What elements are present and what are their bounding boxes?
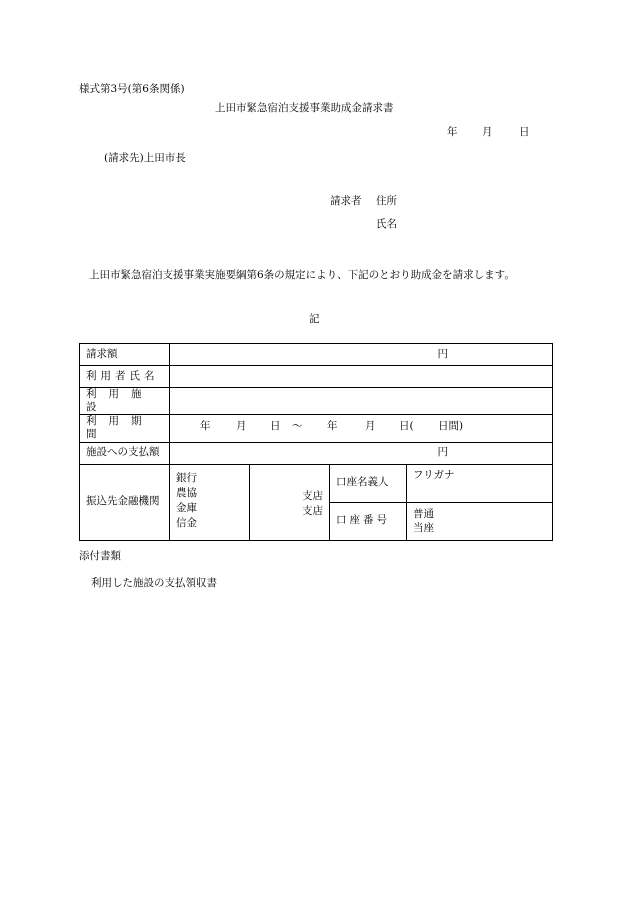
account-holder-field[interactable] [407,464,553,502]
addressee: (請求先)上田市長 [104,152,186,164]
form-number: 様式第3号(第6条関係) [79,83,185,95]
institution-type-kinko: 金庫 [176,501,197,514]
user-name-row [80,366,553,388]
claim-amount-field[interactable] [170,344,553,366]
bank-label-cell [80,464,170,540]
account-holder-label: 口座名義人 [336,476,389,489]
document-title: 上田市緊急宿泊支援事業助成金請求書 [215,102,394,114]
payment-field[interactable] [170,442,553,464]
bank-label: 振込先金融機関 [86,495,160,508]
claim-amount-label: 請求額 [86,347,118,360]
body-text: 上田市緊急宿泊支援事業実施要綱第6条の規定により、下記のとおり助成金を請求します。 [89,269,515,281]
facility-field[interactable] [170,388,553,415]
period-from-month: 月 [236,420,247,433]
claim-form-table [79,343,553,541]
facility-label: 利用施設 [86,388,154,414]
bank-row-1 [80,464,553,502]
period-to-year: 年 [327,420,338,433]
facility-row [80,388,553,415]
user-name-label-cell [80,366,170,388]
date-month-label: 月 [482,126,493,138]
period-from-day: 日 [270,420,281,433]
account-number-label-cell [330,502,407,540]
period-label-cell [80,415,170,442]
period-field[interactable] [170,415,553,442]
attachments-item: 利用した施設の支払領収書 [91,577,217,589]
claimant-label: 請求者 [330,195,362,207]
claim-amount-unit: 円 [437,347,448,360]
account-type-futsu: 普通 [413,507,434,520]
institution-type-ginko: 銀行 [176,471,197,484]
ki-heading: 記 [309,313,320,325]
payment-label-cell [80,442,170,464]
account-type-toza: 当座 [413,522,434,534]
payment-row [80,442,553,464]
branch-label-2: 支店 [302,504,323,517]
period-to-day: 日( [399,420,414,433]
claim-amount-row [80,344,553,366]
claimant-address-label: 住所 [376,195,397,207]
furigana-label: フリガナ [413,468,455,481]
period-to-month: 月 [365,420,376,433]
period-from-year: 年 [200,420,211,433]
period-label: 利用期間 [86,415,154,441]
branch-cell[interactable] [250,464,330,540]
period-days: 日間) [438,420,464,433]
payment-unit: 円 [437,446,448,459]
date-year-label: 年 [447,126,458,138]
user-name-field[interactable] [170,366,553,388]
facility-label-cell [80,388,170,415]
institution-type-shinkin: 信金 [176,517,197,530]
institution-type-nokyo: 農協 [176,486,197,499]
date-day-label: 日 [519,126,530,138]
period-tilde: 〜 [292,420,303,433]
user-name-label: 利用者氏名 [86,369,159,382]
account-holder-label-cell [330,464,407,502]
branch-label-1: 支店 [302,489,323,502]
payment-label: 施設への支払額 [86,446,160,459]
claimant-name-label: 氏名 [376,218,397,230]
period-row [80,415,553,442]
institution-type-cell[interactable] [170,464,250,540]
account-number-field[interactable] [407,502,553,540]
claim-amount-label-cell [80,344,170,366]
attachments-heading: 添付書類 [79,550,121,562]
account-number-label: 口座番号 [336,514,390,527]
